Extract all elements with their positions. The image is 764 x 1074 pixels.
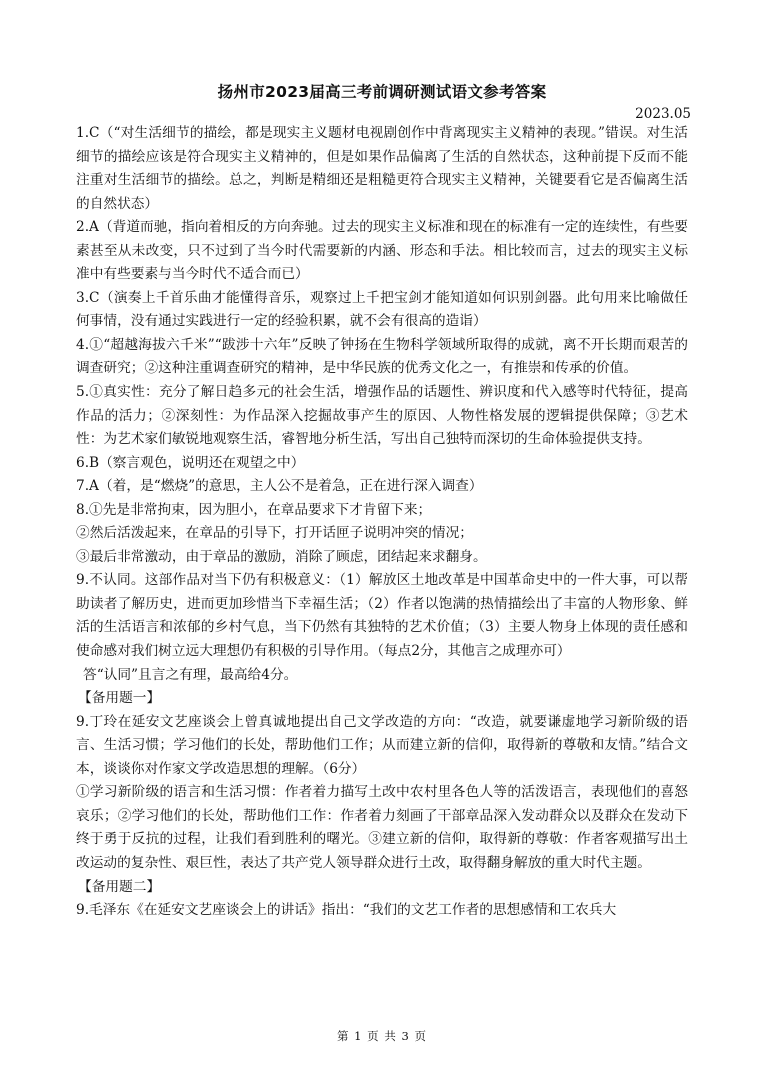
answer-5: 5.①真实性：充分了解日趋多元的社会生活，增强作品的话题性、辨识度和代入感等时代特征，提高作品的活力；②深刻性：为作品深入挖掘故事产生的原因、人物性格发展的逻辑提供保障；③艺术性：为艺术家们敏锐地观察生活，睿智地分析生活，写出自己独特而深切的生命体验提供支持。	[76, 384, 688, 448]
page-footer: 第 1 页 共 3 页	[337, 1029, 427, 1043]
document-title: 扬州市2023届高三考前调研测试语文参考答案	[217, 83, 547, 101]
answer-1: 1.C（“对生活细节的描绘，都是现实主义题材电视剧创作中背离现实主义精神的表现。”错误。对生活细节的描绘应该是符合现实主义精神的，但是如果作品偏离了生活的自然状态，这种前提下反而不能注重对生活细节的描绘。总之，判断是精细还是粗糙更符合现实主义精神，关键要看它是否偏离生活的自然状态）	[76, 125, 688, 212]
backup-question-2-heading: 【备用题二】	[78, 878, 161, 895]
backup-question-2-prompt: 9.毛泽东《在延安文艺座谈会上的讲话》指出：“我们的文艺工作者的思想感情和工农兵大	[76, 902, 617, 919]
answer-8-point-2: ②然后活泼起来，在章品的引导下，打开话匣子说明冲突的情况；	[76, 525, 473, 542]
answer-8-point-1: 8.①先是非常拘束，因为胆小，在章品要求下才肯留下来；	[76, 501, 432, 518]
answer-8-point-3: ③最后非常激动，由于章品的激励，消除了顾虑，团结起来求翻身。	[76, 548, 487, 565]
document-date: 2023.05	[635, 106, 691, 122]
answer-2: 2.A（背道而驰，指向着相反的方向奔驰。过去的现实主义标准和现在的标准有一定的连续性，有些要素甚至从未改变，只不过到了当今时代需要新的内涵、形态和手法。相比较而言，过去的现实主义标准中有些要素与当今时代不适合而已）	[76, 219, 688, 283]
answer-9-grading-note: 答“认同”且言之有理，最高给4分。	[83, 666, 298, 683]
answer-3: 3.C（演奏上千首乐曲才能懂得音乐，观察过上千把宝剑才能知道如何识别剑器。此句用来比喻做任何事情，没有通过实践进行一定的经验积累，就不会有很高的造诣）	[76, 289, 688, 330]
answer-4: 4.①“超越海拔六千米”“跋涉十六年”反映了钟扬在生物科学领域所取得的成就，离不开长期而艰苦的调查研究；②这种注重调查研究的精神，是中华民族的优秀文化之一，有推崇和传承的价值。	[76, 336, 688, 377]
backup-question-1-heading: 【备用题一】	[78, 690, 161, 707]
answer-6: 6.B（察言观色，说明还在观望之中）	[76, 454, 305, 471]
backup-question-1-prompt: 9.丁玲在延安文艺座谈会上曾真诚地提出自己文学改造的方向：“改造，就要谦虚地学习新阶级的语言、生活习惯；学习他们的长处，帮助他们工作；从而建立新的信仰，取得新的尊敬和友情。”结合文本，谈谈你对作家文学改造思想的理解。（6分）	[76, 713, 688, 777]
backup-question-1-answer: ①学习新阶级的语言和生活习惯：作者着力描写土改中农村里各色人等的活泼语言，表现他们的喜怒哀乐；②学习他们的长处，帮助他们工作：作者着力刻画了干部章品深入发动群众以及群众在发动下终于勇于反抗的过程，让我们看到胜利的曙光。③建立新的信仰，取得新的尊敬：作者客观描写出土改运动的复杂性、艰巨性，表达了共产党人领导群众进行土改，取得翻身解放的重大时代主题。	[76, 784, 688, 871]
document-body	[76, 122, 688, 923]
answer-9: 9.不认同。这部作品对当下仍有积极意义：（1）解放区土地改革是中国革命史中的一件大事，可以帮助读者了解历史，进而更加珍惜当下幸福生活；（2）作者以饱满的热情描绘出了丰富的人物形象、鲜活的生活语言和浓郁的乡村气息，当下仍然有其独特的艺术价值；（3）主要人物身上体现的责任感和使命感对我们树立远大理想仍有积极的引导作用。（每点2分，其他言之成理亦可）	[76, 572, 688, 660]
answer-7: 7.A（着，是“燃烧”的意思，主人公不是着急，正在进行深入调查）	[76, 478, 483, 495]
